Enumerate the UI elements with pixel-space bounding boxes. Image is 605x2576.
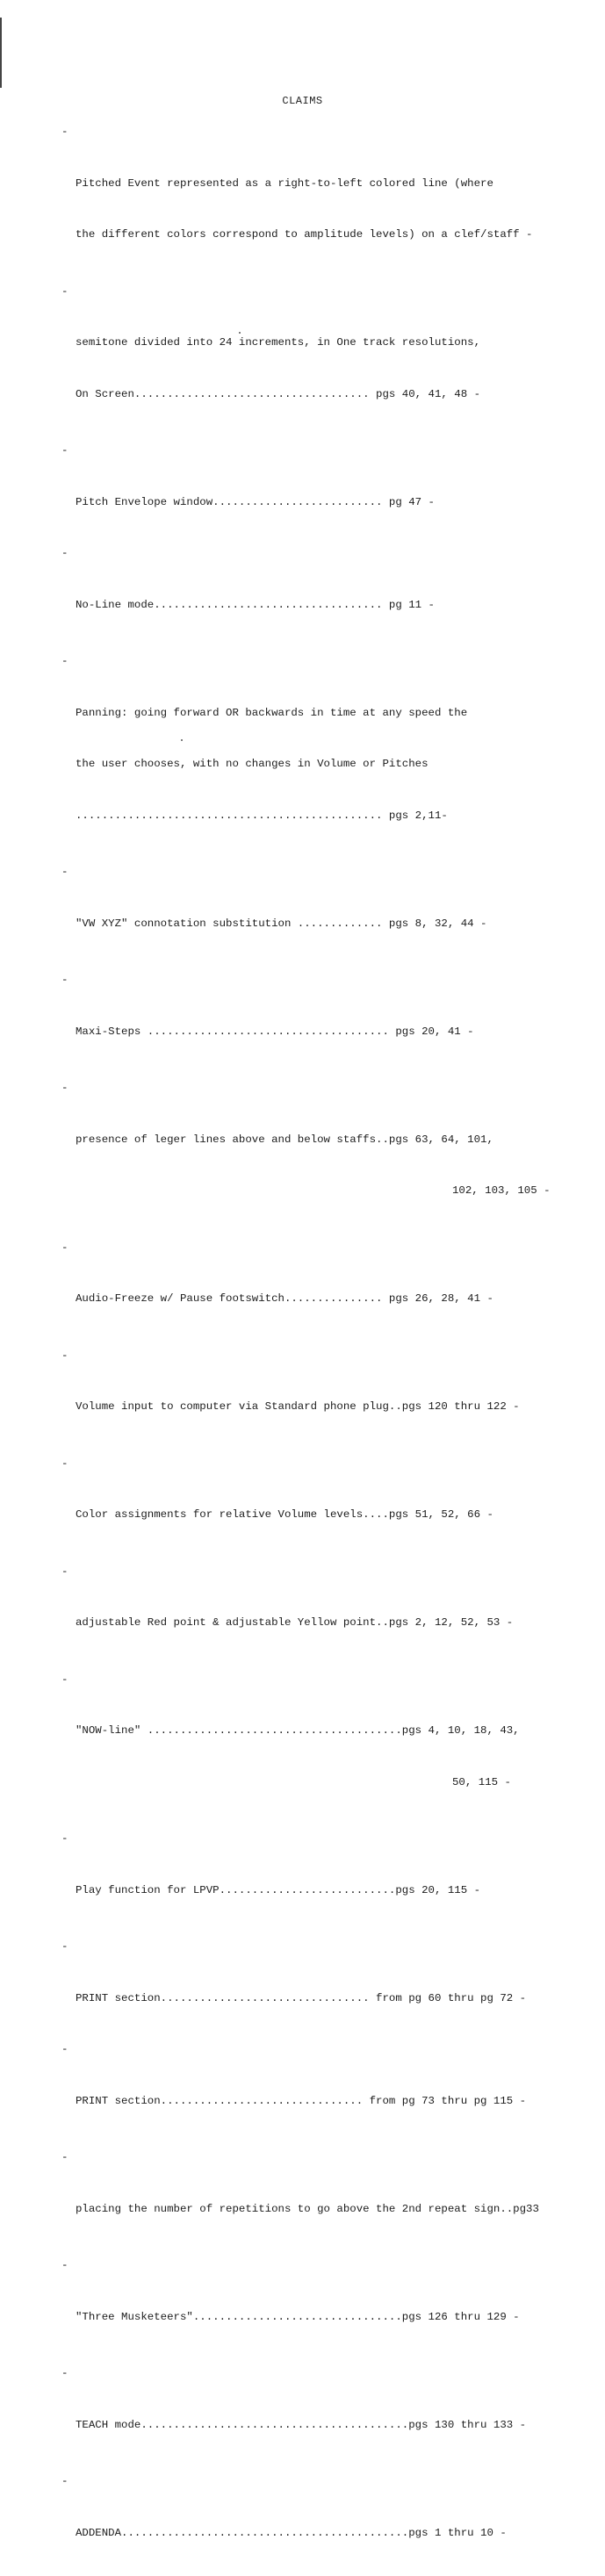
claim-line: ADDENDA............................................pgs 1 thru 10 - — [76, 2526, 507, 2539]
claim-item — [61, 1080, 588, 1234]
claim-dash: - — [61, 1832, 68, 1845]
claim-item — [61, 1348, 588, 1450]
claim-item — [61, 1831, 588, 1933]
claim-item — [61, 545, 588, 648]
claim-dash: - — [61, 547, 68, 559]
claim-item — [61, 864, 588, 967]
claim-dash: - — [61, 1241, 68, 1254]
claim-line: TEACH mode.........................................pgs 130 thru 133 - — [76, 2418, 527, 2431]
claim-item — [61, 1456, 588, 1558]
claim-line: placing the number of repetitions to go above the 2nd repeat sign..pg33 — [76, 2202, 539, 2215]
claim-line: PRINT section................................ from pg 60 thru pg 72 - — [76, 1991, 527, 2004]
claim-dash: - — [61, 866, 68, 878]
claim-line: Pitched Event represented as a right-to-left colored line (where — [76, 176, 493, 190]
claim-line: ............................................... pgs 2,11- — [76, 809, 448, 822]
claim-dash: - — [61, 126, 68, 138]
claim-line: On Screen.................................... pgs 40, 41, 48 - — [76, 387, 481, 400]
claim-dash: - — [61, 284, 68, 298]
claim-item — [61, 653, 588, 859]
claim-dash: - — [61, 444, 68, 457]
claim-line: the user chooses, with no changes in Volume or Pitches — [76, 758, 429, 770]
claim-item — [61, 2473, 588, 2576]
claim-line: Color assignments for relative Volume levels....pgs 51, 52, 66 - — [76, 1508, 493, 1521]
claim-item — [61, 1672, 588, 1826]
claims-list — [61, 124, 588, 2576]
claim-dash: - — [61, 1457, 68, 1470]
claim-line: 102, 103, 105 - — [452, 1184, 551, 1197]
claim-item — [61, 2257, 588, 2360]
claim-item — [61, 972, 588, 1075]
claim-item — [61, 2365, 588, 2468]
claim-line: the different colors correspond to amplitude levels) on a clef/staff - — [76, 228, 533, 241]
claim-dash: - — [61, 974, 68, 986]
claim-dash: - — [61, 1940, 68, 1953]
claim-dash: - — [61, 1349, 68, 1362]
claim-line: Pitch Envelope window.......................... pg 47 - — [76, 495, 435, 508]
claim-line: Audio-Freeze w/ Pause footswitch............... pgs 26, 28, 41 - — [76, 1292, 493, 1305]
claim-line: adjustable Red point & adjustable Yellow point..pgs 2, 12, 52, 53 - — [76, 1616, 514, 1629]
claim-line: No-Line mode................................... pg 11 - — [76, 598, 435, 611]
page-title: CLAIMS — [282, 95, 323, 107]
claim-line: "VW XYZ" connotation substitution ............. pgs 8, 32, 44 - — [76, 917, 487, 930]
scan-speck — [239, 332, 241, 334]
claim-dash: - — [61, 2043, 68, 2055]
claim-dash: - — [61, 2151, 68, 2163]
claim-dash: - — [61, 1673, 68, 1686]
claim-item — [61, 284, 588, 438]
claim-item — [61, 1564, 588, 1666]
claim-item — [61, 1939, 588, 2041]
claim-dash: - — [61, 655, 68, 667]
claim-line: presence of leger lines above and below staffs..pgs 63, 64, 101, — [76, 1133, 493, 1146]
claim-line: 50, 115 - — [452, 1775, 511, 1788]
claim-line: "NOW-line" .......................................pgs 4, 10, 18, 43, — [76, 1724, 520, 1737]
scan-edge-mark — [0, 18, 2, 88]
claim-dash: - — [61, 2367, 68, 2379]
claim-line: Play function for LPVP...........................pgs 20, 115 - — [76, 1883, 481, 1896]
claim-line: semitone divided into 24 increments, in One track resolutions, — [76, 336, 481, 349]
claim-line: Maxi-Steps ..................................... pgs 20, 41 - — [76, 1025, 474, 1038]
claim-item — [61, 2149, 588, 2252]
claim-dash: - — [61, 1082, 68, 1094]
claim-item — [61, 124, 588, 278]
claim-item — [61, 2041, 588, 2144]
claim-dash: - — [61, 2475, 68, 2487]
claim-line: Volume input to computer via Standard phone plug..pgs 120 thru 122 - — [76, 1400, 520, 1413]
claim-line: PRINT section............................... from pg 73 thru pg 115 - — [76, 2094, 527, 2107]
scan-speck — [181, 739, 183, 741]
claim-item — [61, 1240, 588, 1342]
claim-dash: - — [61, 2259, 68, 2271]
claim-line: "Three Musketeers"................................pgs 126 thru 129 - — [76, 2310, 520, 2323]
claim-item — [61, 443, 588, 545]
claim-dash: - — [61, 1565, 68, 1578]
claim-line: Panning: going forward OR backwards in time at any speed the — [76, 706, 468, 719]
